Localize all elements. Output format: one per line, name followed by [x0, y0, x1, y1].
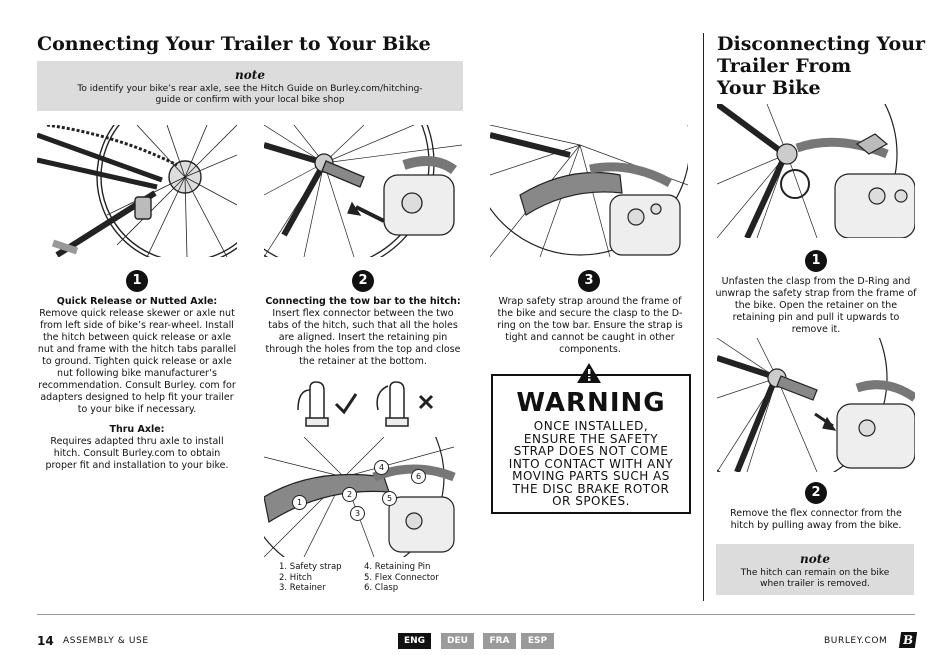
legend-item: 2. Hitch	[279, 572, 312, 583]
illustration-disconnect-pull	[717, 338, 915, 472]
illustration-disconnect-clasp	[717, 104, 915, 238]
step-3-text: Wrap safety strap around the frame of the bike and secure the clasp to the D-ring on the tow bar. Ensure the strap is tight and cannot be caught in other components.	[497, 296, 683, 355]
warning-text: ONCE INSTALLED, ENSURE THE SAFETY STRAP DOES NOT COME INTO CONTACT WITH ANY MOVING PARTS SUCH AS THE DISC BRAKE ROTOR OR SPOKES.	[508, 419, 674, 508]
disconnect-title	[717, 33, 937, 99]
parts-legend-right	[364, 562, 464, 594]
page-number: 14	[37, 634, 54, 648]
connect-note-box	[37, 61, 463, 111]
disconnect-note-text: The hitch can remain on the bike when trailer is removed.	[740, 568, 890, 589]
warning-title: WARNING	[516, 388, 666, 418]
lang-tab-fra[interactable]: FRA	[483, 633, 516, 649]
disconnect-title-line-1: Disconnecting Your	[717, 33, 926, 55]
lang-tab-deu[interactable]: DEU	[441, 633, 474, 649]
disconnect-note-box	[716, 544, 914, 595]
step-1-text	[37, 296, 237, 472]
parts-legend-left	[279, 562, 369, 594]
connect-note-title: note	[235, 68, 265, 82]
step-2-text	[264, 296, 462, 368]
section-label: ASSEMBLY & USE	[63, 636, 149, 646]
step-1-number: 1	[126, 270, 148, 292]
disconnect-title-line-3: Your Bike	[717, 77, 821, 99]
lang-tab-esp[interactable]: ESP	[521, 633, 554, 649]
site-link[interactable]: BURLEY.COM	[824, 636, 888, 646]
step-3-number: 3	[578, 270, 600, 292]
disconnect-note-title: note	[800, 552, 830, 566]
burley-logo-icon: B	[899, 632, 917, 648]
legend-item: 4. Retaining Pin	[364, 562, 431, 572]
column-divider	[703, 33, 704, 601]
legend-item: 1. Safety strap	[279, 562, 342, 572]
callout-1: 1	[292, 495, 307, 510]
legend-item: 5. Flex Connector	[364, 572, 439, 583]
callout-6: 6	[411, 469, 426, 484]
disconnect-step-2-number: 2	[805, 482, 827, 504]
illustration-tow-bar	[264, 125, 462, 257]
callout-4: 4	[374, 460, 389, 475]
footer-divider	[37, 614, 915, 615]
step-1-body-thru: Requires adapted thru axle to install hitch. Consult Burley.com to obtain proper fit and installation to your bike.	[45, 436, 229, 471]
illustration-quick-release	[37, 125, 237, 257]
step-2-number: 2	[352, 270, 374, 292]
step-2-heading: Connecting the tow bar to the hitch:	[265, 296, 461, 307]
disconnect-step-1-text: Unfasten the clasp from the D-Ring and unwrap the safety strap from the frame of the bike. Open the retainer on the retaining pin and pull it upwards to remove it.	[715, 276, 917, 335]
connect-title: Connecting Your Trailer to Your Bike	[37, 33, 431, 55]
step-1-heading-thru: Thru Axle:	[109, 424, 165, 435]
illustration-safety-strap	[490, 125, 688, 257]
legend-item: 6. Clasp	[364, 583, 399, 593]
pin-incorrect-icon	[372, 380, 442, 430]
callout-2: 2	[342, 487, 357, 502]
disconnect-step-2-text: Remove the flex connector from the hitch by pulling away from the bike.	[730, 508, 902, 531]
disconnect-title-line-2: Trailer From	[717, 55, 852, 77]
callout-3: 3	[350, 506, 365, 521]
step-2-body: Insert flex connector between the two tabs of the hitch, such that all the holes are aligned. Insert the retaining pin through the holes from the top and close the retainer at the bottom.	[265, 308, 461, 367]
callout-5: 5	[382, 491, 397, 506]
legend-item: 3. Retainer	[279, 583, 326, 593]
disconnect-step-1-number: 1	[805, 250, 827, 272]
step-1-heading: Quick Release or Nutted Axle:	[56, 296, 218, 307]
lang-tab-eng[interactable]: ENG	[398, 633, 431, 649]
warning-box	[491, 374, 691, 514]
step-1-body: Remove quick release skewer or axle nut from left side of bike’s rear-wheel. Install the hitch between quick release or axle nut and frame with the hitch tabs parallel to ground. Tighten quick release or axle nut following bike manufacturer’s recommendation. Consult Burley. com for adapters designed to help fit your trailer to your bike if necessary.	[37, 308, 237, 415]
pin-correct-icon	[292, 380, 362, 430]
connect-note-text: To identify your bike’s rear axle, see the Hitch Guide on Burley.com/hitching-guide or confirm with your local bike shop	[77, 84, 423, 105]
